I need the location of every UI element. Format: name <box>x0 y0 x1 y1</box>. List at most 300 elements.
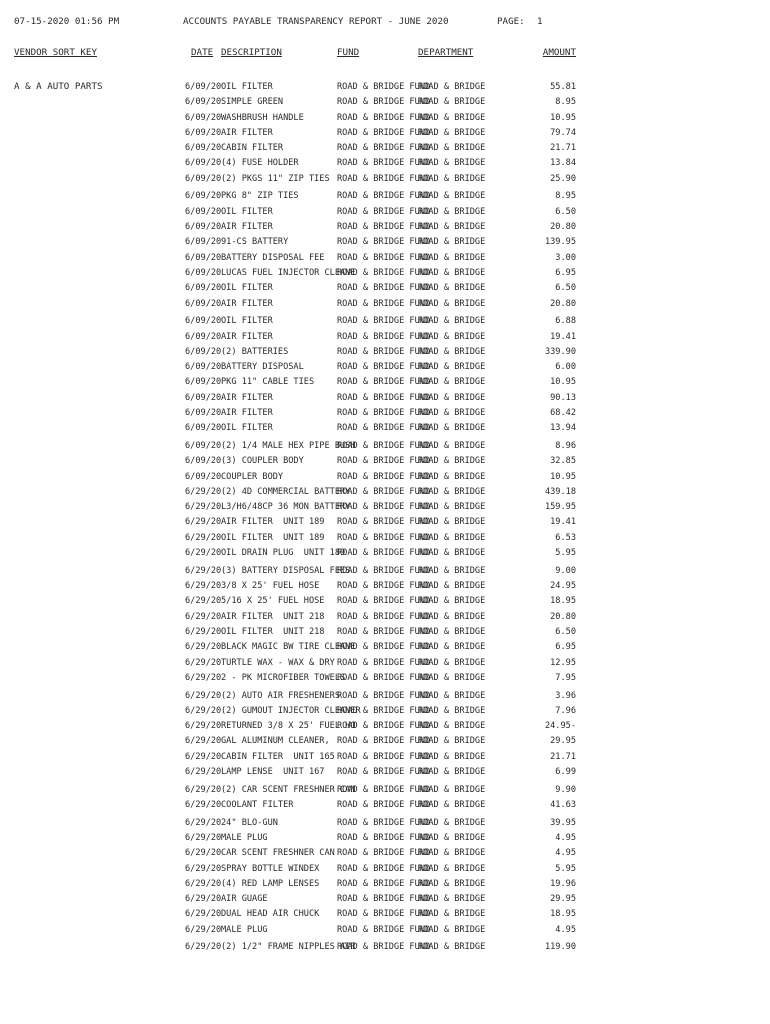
row-department: ROAD & BRIDGE <box>418 502 486 513</box>
row-fund: ROAD & BRIDGE FUND <box>337 532 431 543</box>
row-amount: 3.00 <box>555 252 576 263</box>
row-description: AIR GUAGE <box>221 894 268 905</box>
row-amount: 6.99 <box>555 767 576 778</box>
row-department: ROAD & BRIDGE <box>418 222 486 233</box>
table-row <box>0 314 770 329</box>
row-date: 6/09/20 <box>185 471 222 482</box>
row-amount: 21.71 <box>550 751 576 762</box>
row-date: 6/29/20 <box>185 721 222 732</box>
row-department: ROAD & BRIDGE <box>418 377 486 388</box>
row-amount: 4.95 <box>555 924 576 935</box>
page-label: PAGE: <box>497 16 525 27</box>
row-description: 3/8 X 25' FUEL HOSE <box>221 581 320 592</box>
row-department: ROAD & BRIDGE <box>418 517 486 528</box>
table-row <box>0 564 770 579</box>
row-description: (2) CAR SCENT FRESHNER CAN <box>221 784 356 795</box>
row-fund: ROAD & BRIDGE FUND <box>337 657 431 668</box>
row-date: 6/29/20 <box>185 657 222 668</box>
row-department: ROAD & BRIDGE <box>418 909 486 920</box>
row-fund: ROAD & BRIDGE FUND <box>337 237 431 248</box>
row-date: 6/29/20 <box>185 690 222 701</box>
row-department: ROAD & BRIDGE <box>418 767 486 778</box>
row-date: 6/29/20 <box>185 832 222 843</box>
row-fund: ROAD & BRIDGE FUND <box>337 626 431 637</box>
table-row <box>0 579 770 594</box>
row-description: 5/16 X 25' FUEL HOSE <box>221 596 325 607</box>
row-amount: 6.50 <box>555 626 576 637</box>
table-row <box>0 846 770 861</box>
row-fund: ROAD & BRIDGE FUND <box>337 377 431 388</box>
row-department: ROAD & BRIDGE <box>418 158 486 169</box>
row-amount: 19.41 <box>550 331 576 342</box>
row-fund: ROAD & BRIDGE FUND <box>337 848 431 859</box>
row-fund: ROAD & BRIDGE FUND <box>337 863 431 874</box>
row-date: 6/29/20 <box>185 611 222 622</box>
table-row <box>0 689 770 704</box>
table-row <box>0 500 770 515</box>
row-date: 6/09/20 <box>185 456 222 467</box>
row-date: 6/09/20 <box>185 237 222 248</box>
table-row <box>0 470 770 485</box>
row-description: TURTLE WAX - WAX & DRY <box>221 657 335 668</box>
table-row <box>0 783 770 798</box>
row-date: 6/09/20 <box>185 331 222 342</box>
row-department: ROAD & BRIDGE <box>418 548 486 559</box>
row-fund: ROAD & BRIDGE FUND <box>337 283 431 294</box>
row-description: BLACK MAGIC BW TIRE CLEANE <box>221 642 356 653</box>
row-department: ROAD & BRIDGE <box>418 471 486 482</box>
row-date: 6/29/20 <box>185 672 222 683</box>
column-header-vendor: VENDOR SORT KEY <box>14 47 97 58</box>
row-date: 6/09/20 <box>185 441 222 451</box>
row-date: 6/09/20 <box>185 112 222 123</box>
row-description: (2) PKGS 11" ZIP TIES <box>221 173 330 184</box>
row-fund: ROAD & BRIDGE FUND <box>337 942 431 953</box>
column-header-department: DEPARTMENT <box>418 47 474 58</box>
row-department: ROAD & BRIDGE <box>418 82 486 92</box>
row-description: GAL ALUMINUM CLEANER, <box>221 736 330 747</box>
row-fund: ROAD & BRIDGE FUND <box>337 581 431 592</box>
row-amount: 119.90 <box>544 942 576 953</box>
row-date: 6/09/20 <box>185 97 222 108</box>
row-fund: ROAD & BRIDGE FUND <box>337 267 431 278</box>
row-description: (3) COUPLER BODY <box>221 456 304 467</box>
row-department: ROAD & BRIDGE <box>418 206 486 217</box>
row-fund: ROAD & BRIDGE FUND <box>337 441 431 451</box>
row-fund: ROAD & BRIDGE FUND <box>337 517 431 528</box>
table-row <box>0 406 770 421</box>
row-department: ROAD & BRIDGE <box>418 832 486 843</box>
row-department: ROAD & BRIDGE <box>418 331 486 342</box>
row-description: AIR FILTER <box>221 331 273 342</box>
row-fund: ROAD & BRIDGE FUND <box>337 909 431 920</box>
row-description: (2) 1/4 MALE HEX PIPE BUSH <box>221 441 356 451</box>
row-department: ROAD & BRIDGE <box>418 784 486 795</box>
row-fund: ROAD & BRIDGE FUND <box>337 316 431 327</box>
row-amount: 55.81 <box>550 82 576 92</box>
row-date: 6/29/20 <box>185 642 222 653</box>
row-date: 6/29/20 <box>185 942 222 953</box>
column-headers <box>0 46 770 60</box>
row-fund: ROAD & BRIDGE FUND <box>337 751 431 762</box>
row-amount: 25.90 <box>550 173 576 184</box>
row-date: 6/29/20 <box>185 767 222 778</box>
row-department: ROAD & BRIDGE <box>418 423 486 434</box>
row-fund: ROAD & BRIDGE FUND <box>337 642 431 653</box>
row-fund: ROAD & BRIDGE FUND <box>337 548 431 559</box>
row-description: AIR FILTER <box>221 127 273 138</box>
table-row <box>0 391 770 406</box>
row-department: ROAD & BRIDGE <box>418 237 486 248</box>
row-description: PKG 8" ZIP TIES <box>221 191 299 202</box>
row-department: ROAD & BRIDGE <box>418 581 486 592</box>
row-description: SIMPLE GREEN <box>221 97 284 108</box>
row-fund: ROAD & BRIDGE FUND <box>337 143 431 154</box>
table-row <box>0 141 770 156</box>
row-department: ROAD & BRIDGE <box>418 657 486 668</box>
row-department: ROAD & BRIDGE <box>418 800 486 810</box>
row-amount: 79.74 <box>550 127 576 138</box>
row-department: ROAD & BRIDGE <box>418 942 486 953</box>
row-amount: 6.50 <box>555 283 576 294</box>
table-row <box>0 734 770 749</box>
row-description: AIR FILTER <box>221 392 273 403</box>
table-row <box>0 80 770 95</box>
column-header-amount: AMOUNT <box>542 47 576 58</box>
row-date: 6/29/20 <box>185 817 222 828</box>
row-description: 24" BLO-GUN <box>221 817 278 828</box>
table-row <box>0 877 770 892</box>
table-row <box>0 704 770 719</box>
table-row <box>0 656 770 671</box>
row-date: 6/29/20 <box>185 626 222 637</box>
row-amount: 8.95 <box>555 97 576 108</box>
row-description: LAMP LENSE UNIT 167 <box>221 767 325 778</box>
table-row <box>0 765 770 780</box>
row-amount: 19.96 <box>550 878 576 889</box>
row-amount: 7.95 <box>555 672 576 683</box>
row-description: BATTERY DISPOSAL FEE <box>221 252 325 263</box>
row-fund: ROAD & BRIDGE FUND <box>337 817 431 828</box>
table-row <box>0 940 770 955</box>
row-fund: ROAD & BRIDGE FUND <box>337 82 431 92</box>
row-date: 6/09/20 <box>185 316 222 327</box>
row-description: (4) FUSE HOLDER <box>221 158 299 169</box>
row-fund: ROAD & BRIDGE FUND <box>337 832 431 843</box>
row-fund: ROAD & BRIDGE FUND <box>337 252 431 263</box>
row-description: WASHBRUSH HANDLE <box>221 112 304 123</box>
table-row <box>0 831 770 846</box>
row-fund: ROAD & BRIDGE FUND <box>337 222 431 233</box>
row-fund: ROAD & BRIDGE FUND <box>337 784 431 795</box>
table-row <box>0 907 770 922</box>
table-row <box>0 439 770 454</box>
row-fund: ROAD & BRIDGE FUND <box>337 924 431 935</box>
row-fund: ROAD & BRIDGE FUND <box>337 346 431 357</box>
table-row <box>0 892 770 907</box>
row-department: ROAD & BRIDGE <box>418 863 486 874</box>
row-fund: ROAD & BRIDGE FUND <box>337 672 431 683</box>
row-date: 6/09/20 <box>185 392 222 403</box>
report-header <box>0 15 770 29</box>
row-amount: 8.95 <box>555 191 576 202</box>
row-fund: ROAD & BRIDGE FUND <box>337 456 431 467</box>
row-description: LUCAS FUEL INJECTOR CLEANE <box>221 267 356 278</box>
row-fund: ROAD & BRIDGE FUND <box>337 565 431 576</box>
row-department: ROAD & BRIDGE <box>418 191 486 202</box>
row-department: ROAD & BRIDGE <box>418 346 486 357</box>
row-department: ROAD & BRIDGE <box>418 848 486 859</box>
row-description: AIR FILTER <box>221 298 273 309</box>
table-row <box>0 671 770 686</box>
row-date: 6/09/20 <box>185 346 222 357</box>
row-fund: ROAD & BRIDGE FUND <box>337 611 431 622</box>
row-date: 6/09/20 <box>185 298 222 309</box>
table-row <box>0 375 770 390</box>
row-amount: 9.90 <box>555 784 576 795</box>
row-description: 2 - PK MICROFIBER TOWELS <box>221 672 346 683</box>
row-date: 6/29/20 <box>185 532 222 543</box>
row-department: ROAD & BRIDGE <box>418 252 486 263</box>
row-fund: ROAD & BRIDGE FUND <box>337 471 431 482</box>
row-fund: ROAD & BRIDGE FUND <box>337 423 431 434</box>
report-title: ACCOUNTS PAYABLE TRANSPARENCY REPORT - JUNE 2020 <box>183 16 449 27</box>
row-date: 6/09/20 <box>185 377 222 388</box>
row-amount: 24.95- <box>544 721 576 732</box>
row-amount: 13.84 <box>550 158 576 169</box>
row-department: ROAD & BRIDGE <box>418 565 486 576</box>
row-department: ROAD & BRIDGE <box>418 267 486 278</box>
table-row <box>0 235 770 250</box>
row-description: MALE PLUG <box>221 924 268 935</box>
row-department: ROAD & BRIDGE <box>418 283 486 294</box>
row-amount: 19.41 <box>550 517 576 528</box>
row-department: ROAD & BRIDGE <box>418 532 486 543</box>
row-date: 6/29/20 <box>185 924 222 935</box>
row-amount: 18.95 <box>550 596 576 607</box>
row-date: 6/29/20 <box>185 517 222 528</box>
table-row <box>0 172 770 187</box>
table-row <box>0 330 770 345</box>
row-amount: 10.95 <box>550 377 576 388</box>
table-row <box>0 862 770 877</box>
row-fund: ROAD & BRIDGE FUND <box>337 736 431 747</box>
table-row <box>0 345 770 360</box>
row-date: 6/29/20 <box>185 736 222 747</box>
row-amount: 20.80 <box>550 222 576 233</box>
page-number: 1 <box>537 16 543 27</box>
row-description: COOLANT FILTER <box>221 800 294 810</box>
row-amount: 8.96 <box>555 441 576 451</box>
row-date: 6/09/20 <box>185 127 222 138</box>
row-date: 6/29/20 <box>185 565 222 576</box>
row-date: 6/29/20 <box>185 486 222 497</box>
row-description: CABIN FILTER UNIT 165 <box>221 751 335 762</box>
row-description: 91-CS BATTERY <box>221 237 289 248</box>
table-row <box>0 798 770 813</box>
table-row <box>0 610 770 625</box>
row-date: 6/29/20 <box>185 548 222 559</box>
row-description: CAR SCENT FRESHNER CAN <box>221 848 335 859</box>
row-amount: 10.95 <box>550 112 576 123</box>
table-row <box>0 625 770 640</box>
row-description: OIL DRAIN PLUG UNIT 189 <box>221 548 346 559</box>
row-department: ROAD & BRIDGE <box>418 173 486 184</box>
row-description: OIL FILTER <box>221 82 273 92</box>
column-header-description: DESCRIPTION <box>221 47 282 58</box>
row-department: ROAD & BRIDGE <box>418 298 486 309</box>
row-department: ROAD & BRIDGE <box>418 112 486 123</box>
table-row <box>0 531 770 546</box>
row-amount: 90.13 <box>550 392 576 403</box>
row-description: (2) AUTO AIR FRESHENERS <box>221 690 340 701</box>
table-row <box>0 126 770 141</box>
row-amount: 4.95 <box>555 832 576 843</box>
row-department: ROAD & BRIDGE <box>418 672 486 683</box>
row-description: AIR FILTER <box>221 222 273 233</box>
row-department: ROAD & BRIDGE <box>418 316 486 327</box>
row-date: 6/09/20 <box>185 143 222 154</box>
row-department: ROAD & BRIDGE <box>418 878 486 889</box>
row-fund: ROAD & BRIDGE FUND <box>337 596 431 607</box>
row-fund: ROAD & BRIDGE FUND <box>337 502 431 513</box>
table-row <box>0 816 770 831</box>
row-fund: ROAD & BRIDGE FUND <box>337 191 431 202</box>
row-amount: 5.95 <box>555 548 576 559</box>
row-fund: ROAD & BRIDGE FUND <box>337 97 431 108</box>
row-fund: ROAD & BRIDGE FUND <box>337 298 431 309</box>
row-description: RETURNED 3/8 X 25' FUEL HO <box>221 721 356 732</box>
report-timestamp: 07-15-2020 01:56 PM <box>14 16 120 27</box>
row-amount: 18.95 <box>550 909 576 920</box>
row-amount: 6.95 <box>555 642 576 653</box>
row-amount: 39.95 <box>550 817 576 828</box>
row-department: ROAD & BRIDGE <box>418 596 486 607</box>
row-description: L3/H6/48CP 36 MON BATTERY <box>221 502 351 513</box>
table-row <box>0 719 770 734</box>
row-fund: ROAD & BRIDGE FUND <box>337 800 431 810</box>
row-date: 6/09/20 <box>185 362 222 373</box>
row-amount: 4.95 <box>555 848 576 859</box>
row-amount: 6.50 <box>555 206 576 217</box>
row-amount: 339.90 <box>544 346 576 357</box>
row-date: 6/09/20 <box>185 267 222 278</box>
row-description: (2) 4D COMMERCIAL BATTERY <box>221 486 351 497</box>
row-department: ROAD & BRIDGE <box>418 611 486 622</box>
row-fund: ROAD & BRIDGE FUND <box>337 331 431 342</box>
table-row <box>0 156 770 171</box>
row-date: 6/29/20 <box>185 502 222 513</box>
table-row <box>0 251 770 266</box>
table-row <box>0 189 770 204</box>
row-description: OIL FILTER UNIT 218 <box>221 626 325 637</box>
row-date: 6/09/20 <box>185 206 222 217</box>
row-date: 6/09/20 <box>185 408 222 419</box>
vendor-name: A & A AUTO PARTS <box>14 81 103 92</box>
table-row <box>0 205 770 220</box>
row-amount: 6.00 <box>555 362 576 373</box>
row-amount: 13.94 <box>550 423 576 434</box>
row-date: 6/29/20 <box>185 751 222 762</box>
row-department: ROAD & BRIDGE <box>418 705 486 716</box>
row-amount: 29.95 <box>550 736 576 747</box>
row-description: AIR FILTER <box>221 408 273 419</box>
row-fund: ROAD & BRIDGE FUND <box>337 392 431 403</box>
row-fund: ROAD & BRIDGE FUND <box>337 721 431 732</box>
row-amount: 5.95 <box>555 863 576 874</box>
row-amount: 6.95 <box>555 267 576 278</box>
row-department: ROAD & BRIDGE <box>418 894 486 905</box>
table-row <box>0 454 770 469</box>
row-amount: 21.71 <box>550 143 576 154</box>
row-fund: ROAD & BRIDGE FUND <box>337 127 431 138</box>
row-date: 6/09/20 <box>185 82 222 92</box>
row-date: 6/09/20 <box>185 173 222 184</box>
row-date: 6/09/20 <box>185 423 222 434</box>
row-date: 6/29/20 <box>185 581 222 592</box>
row-department: ROAD & BRIDGE <box>418 736 486 747</box>
row-description: SPRAY BOTTLE WINDEX <box>221 863 320 874</box>
table-row <box>0 546 770 561</box>
row-department: ROAD & BRIDGE <box>418 817 486 828</box>
table-row <box>0 95 770 110</box>
table-row <box>0 515 770 530</box>
row-amount: 20.80 <box>550 611 576 622</box>
row-department: ROAD & BRIDGE <box>418 924 486 935</box>
row-amount: 68.42 <box>550 408 576 419</box>
row-amount: 159.95 <box>544 502 576 513</box>
row-description: OIL FILTER <box>221 206 273 217</box>
row-description: (3) BATTERY DISPOSAL FEES <box>221 565 351 576</box>
line-items <box>0 80 770 956</box>
row-amount: 10.95 <box>550 471 576 482</box>
row-department: ROAD & BRIDGE <box>418 690 486 701</box>
row-fund: ROAD & BRIDGE FUND <box>337 112 431 123</box>
row-department: ROAD & BRIDGE <box>418 127 486 138</box>
row-amount: 7.96 <box>555 705 576 716</box>
row-description: OIL FILTER <box>221 316 273 327</box>
table-row <box>0 220 770 235</box>
row-date: 6/09/20 <box>185 222 222 233</box>
row-department: ROAD & BRIDGE <box>418 97 486 108</box>
row-date: 6/29/20 <box>185 878 222 889</box>
row-description: AIR FILTER UNIT 189 <box>221 517 325 528</box>
row-amount: 139.95 <box>544 237 576 248</box>
row-fund: ROAD & BRIDGE FUND <box>337 894 431 905</box>
row-date: 6/29/20 <box>185 863 222 874</box>
row-fund: ROAD & BRIDGE FUND <box>337 158 431 169</box>
row-date: 6/09/20 <box>185 158 222 169</box>
row-description: OIL FILTER <box>221 283 273 294</box>
row-department: ROAD & BRIDGE <box>418 751 486 762</box>
row-description: AIR FILTER UNIT 218 <box>221 611 325 622</box>
row-description: OIL FILTER <box>221 423 273 434</box>
row-department: ROAD & BRIDGE <box>418 626 486 637</box>
row-fund: ROAD & BRIDGE FUND <box>337 705 431 716</box>
row-amount: 12.95 <box>550 657 576 668</box>
table-row <box>0 640 770 655</box>
table-row <box>0 594 770 609</box>
row-fund: ROAD & BRIDGE FUND <box>337 362 431 373</box>
row-amount: 41.63 <box>550 800 576 810</box>
row-description: (2) GUMOUT INJECTOR CLEANER <box>221 705 361 716</box>
row-date: 6/09/20 <box>185 191 222 202</box>
row-amount: 6.53 <box>555 532 576 543</box>
table-row <box>0 421 770 436</box>
row-description: OIL FILTER UNIT 189 <box>221 532 325 543</box>
column-header-fund: FUND <box>337 47 360 58</box>
row-department: ROAD & BRIDGE <box>418 721 486 732</box>
